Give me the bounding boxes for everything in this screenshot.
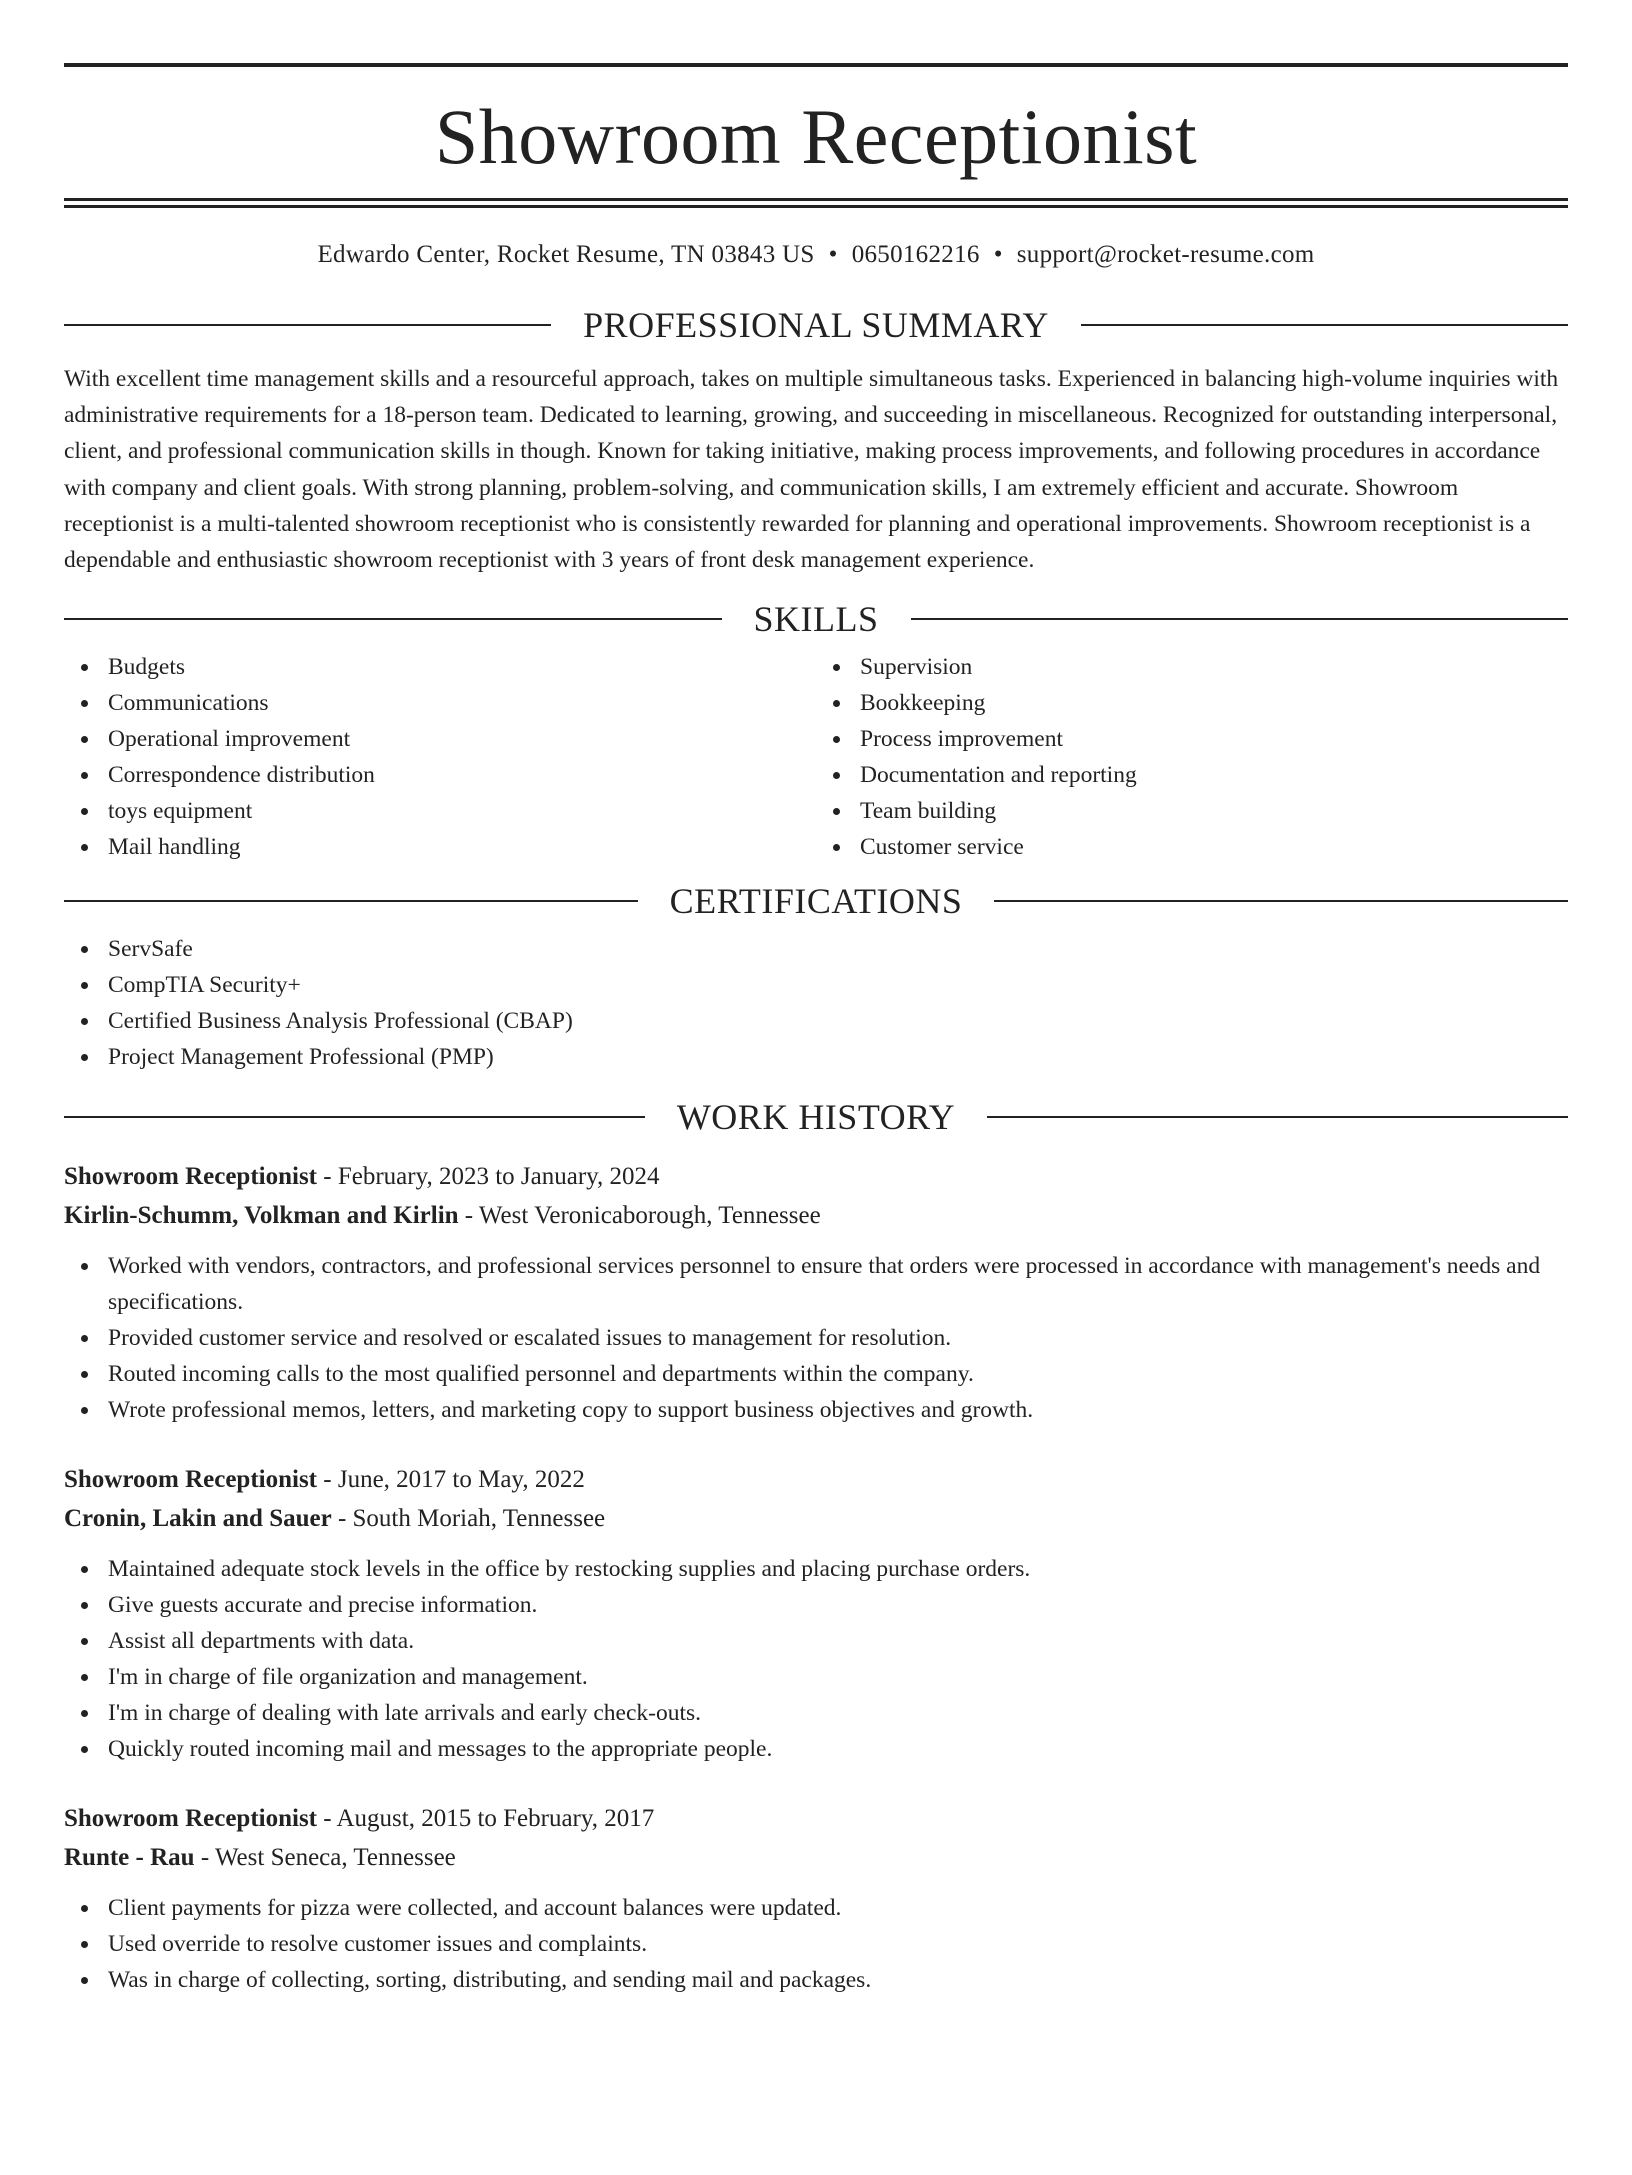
contact-separator: • [993,241,1003,268]
resume-page [0,63,1632,2175]
job-duty-item: Worked with vendors, contractors, and professional services personnel to ensure that orders were processed in accordance with management's needs and specifications. [108,1248,1568,1320]
job-duty-item: Routed incoming calls to the most qualified personnel and departments within the company. [108,1356,1568,1392]
skill-item: Customer service [860,829,1568,865]
job-title-line [64,1799,1568,1838]
heading-rule-right [987,1116,1568,1118]
skill-item: Supervision [860,649,1568,685]
heading-rule-left [64,900,638,902]
skills-column-left [64,649,816,865]
job-entry [64,1460,1568,1767]
heading-rule-right [994,900,1568,902]
certification-item: Certified Business Analysis Professional (CBAP) [108,1003,1568,1039]
skill-item: toys equipment [108,793,816,829]
job-company: Cronin, Lakin and Sauer [64,1505,332,1533]
skill-item: Team building [860,793,1568,829]
job-title: Showroom Receptionist [64,1163,318,1191]
job-company: Runte - Rau [64,1844,195,1872]
skill-item: Budgets [108,649,816,685]
contact-address: Edwardo Center, Rocket Resume, TN 03843 US [317,241,815,268]
heading-rule-left [64,618,722,620]
job-dates: - June, 2017 to May, 2022 [317,1466,585,1494]
skills-column-right [816,649,1568,865]
job-duty-item: Quickly routed incoming mail and messages to the appropriate people. [108,1731,1568,1767]
job-company-line [64,1838,1568,1877]
work-history-heading [64,1095,1568,1139]
job-title: Showroom Receptionist [64,1805,318,1833]
skill-item: Correspondence distribution [108,757,816,793]
contact-phone: 0650162216 [851,241,980,268]
job-title-line [64,1460,1568,1499]
job-duty-item: I'm in charge of file organization and management. [108,1659,1568,1695]
job-location: - South Moriah, Tennessee [331,1505,606,1533]
job-duty-item: Wrote professional memos, letters, and marketing copy to support business objectives and growth. [108,1392,1568,1428]
heading-rule-left [64,324,551,326]
skills-heading [64,597,1568,641]
skill-item: Communications [108,685,816,721]
summary-text: With excellent time management skills and a resourceful approach, takes on multiple simultaneous tasks. Experienced in balancing high-volume inquiries with administrative requirements for a 18-person team. Dedicated to learning, growing, and succeeding in miscellaneous. Recognized for outstanding interpersonal, client, and professional communication skills in though. Known for taking initiative, making process improvements, and following procedures in accordance with company and client goals. With strong planning, problem-solving, and communication skills, I am extremely efficient and accurate. Showroom receptionist is a multi-talented showroom receptionist who is consistently rewarded for planning and operational improvements. Showroom receptionist is a dependable and enthusiastic showroom receptionist with 3 years of front desk management experience. [64,366,1559,574]
heading-rule-right [1081,324,1568,326]
skill-item: Process improvement [860,721,1568,757]
work-history-heading-text: WORK HISTORY [676,1097,956,1138]
heading-rule-left [64,1116,645,1118]
skill-item: Documentation and reporting [860,757,1568,793]
job-duty-item: I'm in charge of dealing with late arrivals and early check-outs. [108,1695,1568,1731]
contact-line [64,238,1568,272]
job-duties-list [64,1890,1568,1998]
certifications-heading-text: CERTIFICATIONS [669,881,963,922]
job-title-line [64,1157,1568,1196]
job-dates: - August, 2015 to February, 2017 [317,1805,655,1833]
contact-separator: • [828,241,838,268]
job-duty-item: Assist all departments with data. [108,1623,1568,1659]
job-duties-list [64,1248,1568,1428]
job-entry [64,1157,1568,1428]
resume-title: Showroom Receptionist [434,93,1198,180]
job-location: - West Seneca, Tennessee [194,1844,456,1872]
certification-item: CompTIA Security+ [108,967,1568,1003]
certifications-heading [64,879,1568,923]
job-dates: - February, 2023 to January, 2024 [317,1163,660,1191]
job-company-line [64,1196,1568,1235]
job-duty-item: Was in charge of collecting, sorting, distributing, and sending mail and packages. [108,1962,1568,1998]
heading-rule-right [911,618,1569,620]
title-double-rule [64,198,1568,208]
job-location: - West Veronicaborough, Tennessee [458,1202,821,1230]
skill-item: Operational improvement [108,721,816,757]
job-duty-item: Provided customer service and resolved or escalated issues to management for resolution. [108,1320,1568,1356]
job-entry [64,1799,1568,1998]
summary-heading [64,303,1568,347]
skills-heading-text: SKILLS [753,599,879,640]
job-company-line [64,1499,1568,1538]
summary-heading-text: PROFESSIONAL SUMMARY [583,305,1049,345]
certification-item: Project Management Professional (PMP) [108,1039,1568,1075]
certification-item: ServSafe [108,931,1568,967]
job-title: Showroom Receptionist [64,1466,318,1494]
job-duty-item: Used override to resolve customer issues and complaints. [108,1926,1568,1962]
skills-list [64,649,1568,865]
skill-item: Mail handling [108,829,816,865]
job-company: Kirlin-Schumm, Volkman and Kirlin [64,1202,459,1230]
job-duties-list [64,1551,1568,1767]
job-duty-item: Maintained adequate stock levels in the office by restocking supplies and placing purchase orders. [108,1551,1568,1587]
contact-email: support@rocket-resume.com [1016,241,1315,268]
certifications-list [64,931,1568,1075]
job-duty-item: Client payments for pizza were collected, and account balances were updated. [108,1890,1568,1926]
job-duty-item: Give guests accurate and precise information. [108,1587,1568,1623]
skill-item: Bookkeeping [860,685,1568,721]
